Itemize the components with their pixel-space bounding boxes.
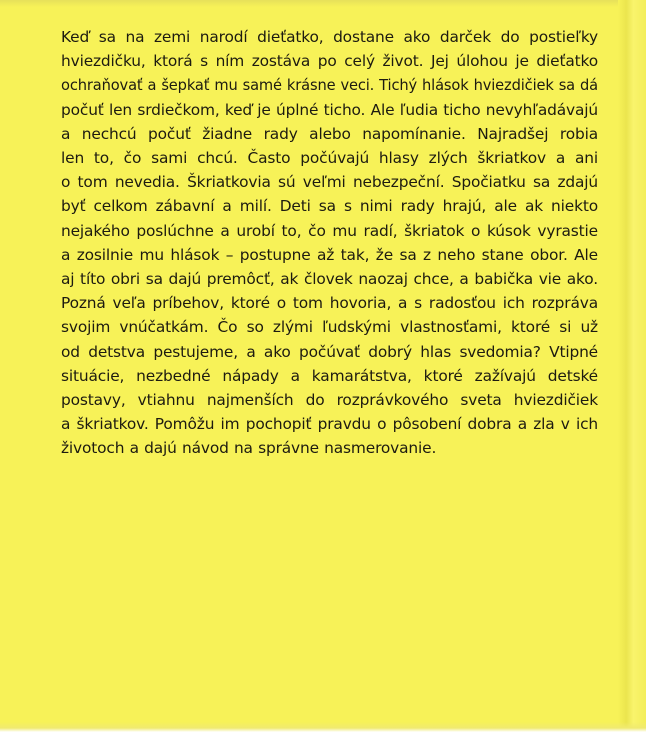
blurb-line: hviezdičku, ktorá s ním zostáva po celý život. Jej úlohou je dieťatko: [61, 52, 598, 71]
blurb-text: [61, 25, 598, 461]
blurb-line: situácie, nezbedné nápady a kamarátstva, ktoré zažívajú detské: [61, 366, 598, 385]
blurb-line: Keď sa na zemi narodí dieťatko, dostane ako darček do postieľky: [61, 28, 598, 46]
scan-edge-top: [0, 0, 646, 7]
blurb-line: a škriatkov. Pomôžu im pochopiť pravdu o pôsobení dobra a zla v ich: [61, 415, 598, 434]
blurb-line: Pozná veľa príbehov, ktoré o tom hovoria, a s radosťou ich rozpráva: [61, 294, 598, 313]
blurb-line: nejakého poslúchne a urobí to, čo mu radí, škriatok o kúsok vyrastie: [61, 221, 598, 240]
blurb-line: a zosilnie mu hlások – postupne až tak, že sa z neho stane obor. Ale: [61, 245, 598, 264]
blurb-line: ochraňovať a šepkať mu samé krásne veci. Tichý hlások hviezdičiek sa dá: [61, 76, 598, 95]
blurb-line: o tom nevedia. Škriatkovia sú veľmi nebezpeční. Spočiatku sa zdajú: [61, 173, 598, 192]
blurb-line: svojim vnúčatkám. Čo so zlými ľudskými vlastnosťami, ktoré si už: [61, 318, 598, 337]
blurb-line: aj títo obri sa dajú premôcť, ak človek naozaj chce, a babička vie ako.: [61, 270, 598, 289]
blurb-line: a nechcú počuť žiadne rady alebo napomínanie. Najradšej robia: [61, 124, 598, 143]
blurb-line: byť celkom zábavní a milí. Deti sa s nimi rady hrajú, ale ak niekto: [61, 197, 598, 216]
blurb-line: počuť len srdiečkom, keď je úplné ticho. Ale ľudia ticho nevyhľadávajú: [61, 100, 598, 119]
scan-edge-bottom: [0, 722, 646, 732]
blurb-line: postavy, vtiahnu najmenších do rozprávkového sveta hviezdičiek: [61, 391, 598, 410]
blurb-line: životoch a dajú návod na správne nasmerovanie.: [61, 439, 437, 458]
blurb-line: od detstva pestujeme, a ako počúvať dobrý hlas svedomia? Vtipné: [61, 342, 598, 361]
book-spine: [618, 0, 646, 732]
blurb-line: len to, čo sami chcú. Často počúvajú hlasy zlých škriatkov a ani: [61, 149, 598, 168]
